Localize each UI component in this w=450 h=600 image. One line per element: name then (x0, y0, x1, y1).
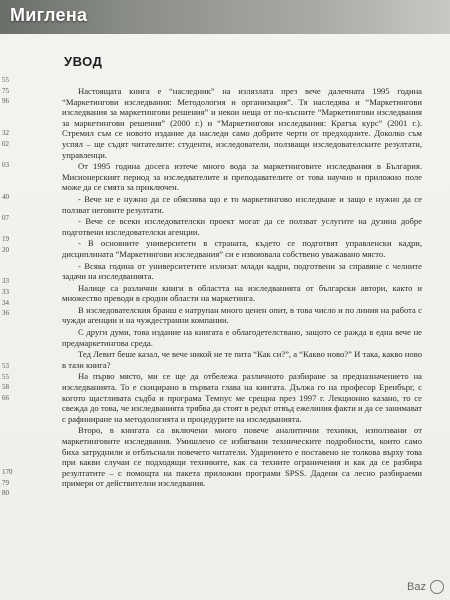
margin-number: 55 (2, 372, 9, 381)
paragraph: В изследователския бранш е натрупан много ценен опит, в това число и по линия на работа с чужди агенции и на чуждестранни компании. (62, 304, 422, 326)
margin-number: 36 (2, 309, 9, 318)
margin-number: 20 (2, 245, 9, 254)
watermark: Миглена (10, 5, 88, 25)
margin-number: 34 (2, 298, 9, 307)
margin-number: 53 (2, 362, 9, 371)
logo-text: Baz (407, 581, 426, 593)
margin-number: 58 (2, 383, 9, 392)
margin-number: 40 (2, 192, 9, 201)
margin-number: 66 (2, 394, 9, 402)
margin-number: 33 (2, 277, 9, 286)
paragraph: С други думи, това издание на книгата е облагодетелствано, защото се ражда в една вече не предмаркетингова среда. (62, 327, 422, 348)
margin-number: 19 (2, 235, 9, 243)
paragraph: - В основните университети в страната, където се подготвят управленски кадри, дисциплината “Маркетингови изследвания” си е извоювала собствено уважавано място. (62, 238, 422, 259)
margin-number: 33 (2, 288, 9, 296)
margin-number: 32 (2, 129, 9, 137)
site-logo (407, 580, 444, 594)
margin-number: 80 (2, 489, 9, 498)
paragraph: Настоящата книга е “наследник” на излязлата през вече далечната 1995 година “Маркетингови изследвания: Методология и организация”. Тя наследява и “Маркетингови изследвания за маркетингови решения” и некои неща от по-късните “Маркетингови изследвания за маркетингови решения” (2000 г.) и “Маркетингови изследвания: Кратък курс” (2001 г.). Стремил съм се новото издание да наследи само добрите черти от предходните. Доколко съм успял – ще съдят читателите: студенти, изследователи, ползващи изследователските резултати, управленци. (62, 86, 422, 160)
paragraph: Налице са различни книги в областта на изследванията от български автори, както и множество преводи в сродни области на маркетинга. (62, 282, 422, 304)
logo-icon (430, 580, 444, 594)
paragraph: - Вече се всеки изследователски проект могат да се ползват услугите на дузина добре подготвени изследователски агенции. (62, 216, 422, 237)
paragraph: Тед Левит беше казал, че вече никой не те пита “Как си?”, а “Какво ново?” И така, какво ново в тази книга? (62, 349, 422, 370)
margin-number: 75 (2, 86, 9, 95)
paragraph: - Вече не е нужно да се обяснява що е то маркетингово изследване и защо е нужно да се ползват неговите резултати. (62, 193, 422, 215)
body-text (62, 86, 422, 490)
paragraph: - Всяка година от университетите излизат млади кадри, подготвени за справяне с челните задачи на изследванията. (62, 260, 422, 282)
margin-number: 07 (2, 213, 9, 222)
margin-number: 02 (2, 139, 9, 148)
margin-number: 55 (2, 76, 9, 84)
paragraph: На първо място, ми се ще да отбележа различното разбиране за предназначението на изследванията. То е скицирано в първата глава на книгата. Дължа го на професор Еренбърг, с когото щастливата съдба и програма Темпус ме срещна през 1997 г. Лекционно казано, то се свежда до това, че изследванията трябва да стоят в редът отвъд ежелиния факти и да се занимават с рафиниране на методологията и процедурите на изследванията. (62, 371, 422, 424)
margin-number: 79 (2, 478, 9, 487)
margin-number: 96 (2, 97, 9, 106)
margin-number: 170 (2, 468, 13, 477)
paragraph: От 1995 година досега изтече много вода за маркетинговите изследвания в България. Мисионерският период за изследвателите и преподавателите от това научно и приложно поле може да се смята за приключен. (62, 161, 422, 193)
margin-number: 03 (2, 160, 9, 169)
paragraph: Второ, в книгата са включени много повече аналитични техники, използвани от маркетинговите изследвания. Умишлено се избягвани техническите подробности, които само биха затруднили и отблъснали повечето читатели. Ударението е поставено не толкова върху това при какви случаи се подходящи техниките, как са техните ограничения и как да се разбира резултатите – с помощта на пакета приложни програми SPSS. Дадени са лесно разбираеми примери от действителни изследвания. (62, 425, 422, 489)
chapter-title: УВОД (64, 54, 103, 69)
